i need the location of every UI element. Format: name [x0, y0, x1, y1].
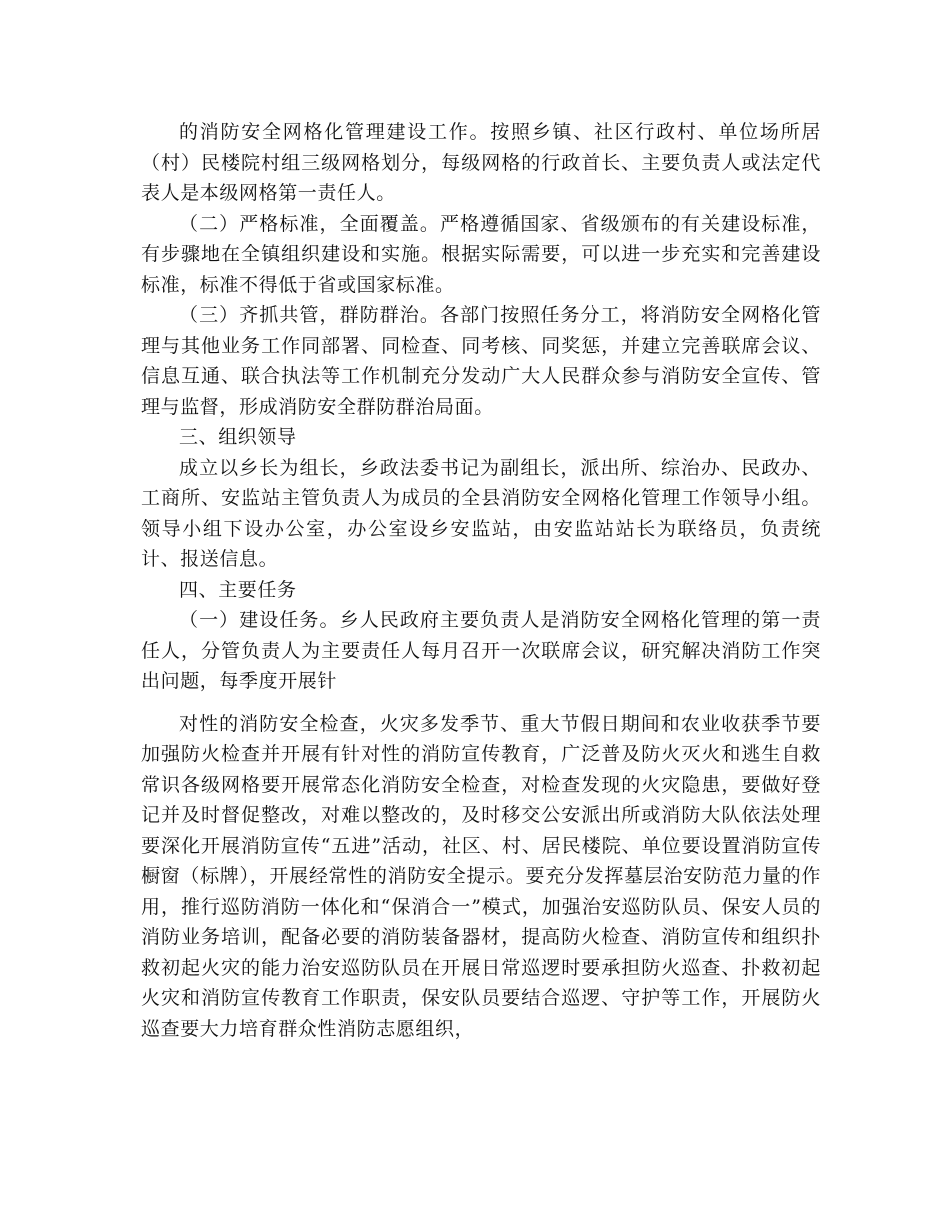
section-heading-organization: 三、组织领导: [179, 426, 297, 448]
paragraph-inspection-tasks: 对性的消防安全检查，火灾多发季节、重大节假日期间和农业收获季节要加强防火检查并开展有针对性的消防宣传教育，广泛普及防火灭火和逃生自救常识各级网格要开展常态化消防安全检查，对检查发现的火灾隐患，要做好登记并及时督促整改，对难以整改的，及时移交公安派出所或消防大队依法处理要深化开展消防宣传“五进”活动，社区、村、居民楼院、单位要设置消防宣传橱窗（标牌），开展经常性的消防安全提示。要充分发挥墓层治安防范力量的作用，推行巡防消防一体化和“保消合一”模式，加强治安巡防队员、保安人员的消防业务培训，配备必要的消防装备器材，提高防火检查、消防宣传和组织扑救初起火灾的能力治安巡防队员在开展日常巡逻时要承担防火巡查、扑救初起火灾和消防宣传教育工作职责，保安队员要结合巡逻、守护等工作，开展防火巡查要大力培育群众性消防志愿组织，: [141, 712, 821, 1040]
paragraph-joint-management: （三）齐抓共管，群防群治。各部门按照任务分工，将消防安全网格化管理与其他业务工作同部署、同检查、同考核、同奖惩，并建立完善联席会议、信息互通、联合执法等工作机制充分发动广大人民群众参与消防安全宣传、管理与监督，形成消防安全群防群治局面。: [141, 304, 821, 418]
document-body: [141, 117, 821, 1044]
paragraph-grid-management-continuation: 的消防安全网格化管理建设工作。按照乡镇、社区行政村、单位场所居（村）民楼院村组三级网格划分，每级网格的行政首长、主要负责人或法定代表人是本级网格第一责任人。: [141, 121, 821, 204]
paragraph-leadership-group: 成立以乡长为组长，乡政法委书记为副组长，派出所、综治办、民政办、工商所、安监站主管负责人为成员的全县消防安全网格化管理工作领导小组。领导小组下设办公室，办公室设乡安监站，由安监站站长为联络员，负责统计、报送信息。: [141, 456, 821, 570]
section-heading-main-tasks: 四、主要任务: [179, 578, 297, 601]
paragraph-strict-standards: （二）严格标准，全面覆盖。严格遵循国家、省级颁布的有关建设标准，有步骤地在全镇组织建设和实施。根据实际需要，可以进一步充实和完善建设标准，标准不得低于省或国家标准。: [141, 212, 821, 296]
paragraph-construction-tasks: （一）建设任务。乡人民政府主要负责人是消防安全网格化管理的第一责任人，分管负责人为主要责任人每月召开一次联席会议，研究解决消防工作突出问题，每季度开展针: [141, 609, 821, 692]
